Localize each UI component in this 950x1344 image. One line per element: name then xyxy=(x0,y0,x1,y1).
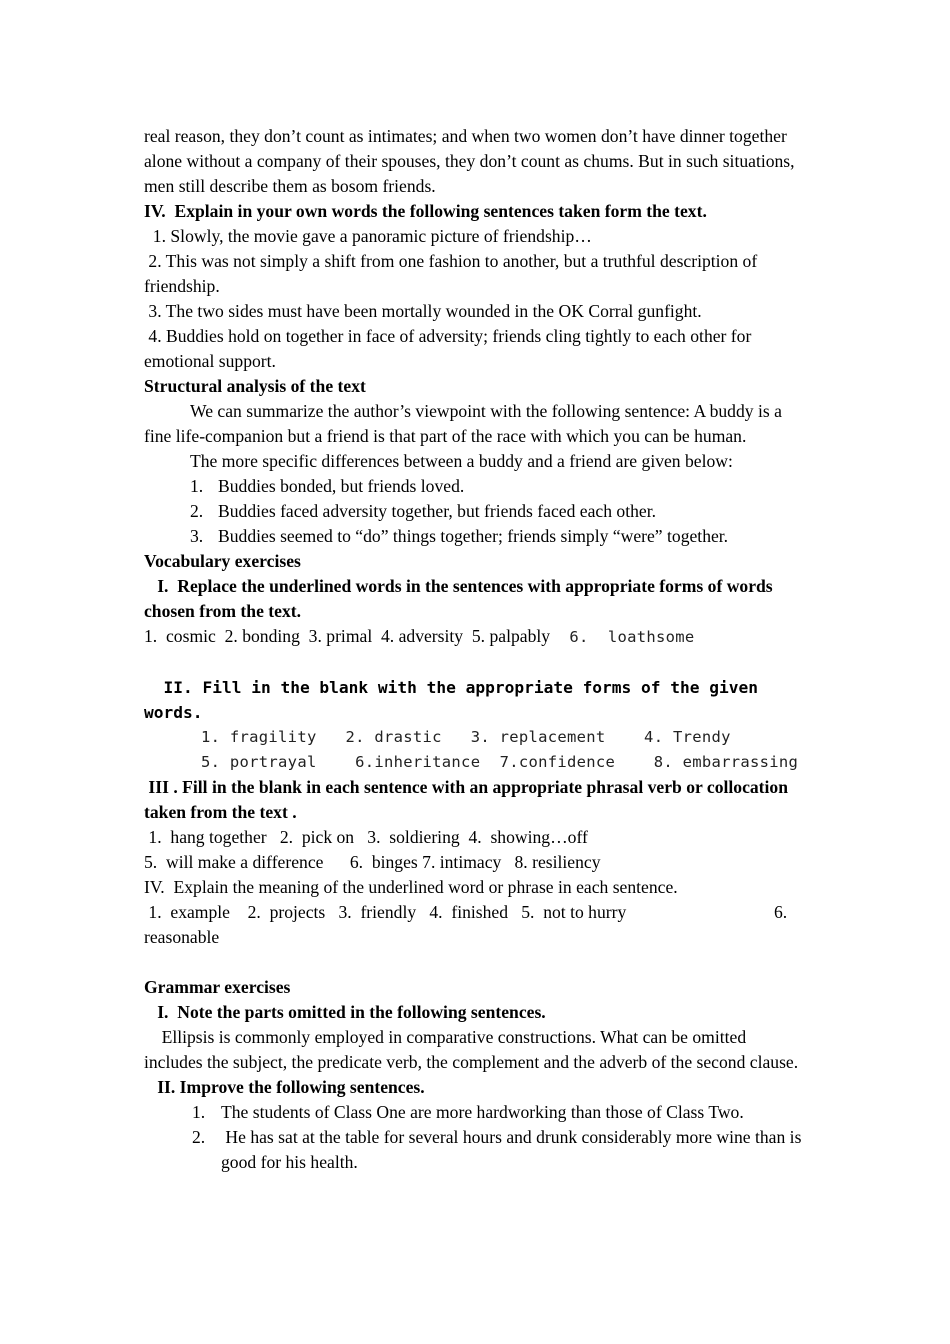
document-page xyxy=(144,124,809,1175)
structural-heading: Structural analysis of the text xyxy=(144,376,366,396)
vocab-ex1-answers: 1. cosmic 2. bonding 3. primal 4. adversity 5. palpably 6. loathsome xyxy=(144,626,695,646)
vocab-ex3-line-1: 1. hang together 2. pick on 3. soldiering 4. showing…off xyxy=(144,827,588,847)
section-iv-item-3: 3. The two sides must have been mortally wounded in the OK Corral gunfight. xyxy=(144,301,702,321)
vocab-ex2-line-2: 5. portrayal 6.inheritance 7.confidence 8. embarrassing xyxy=(201,753,799,771)
vocab-ex4-line-1: 1. example 2. projects 3. friendly 4. finished 5. not to hurry 6. xyxy=(144,902,788,922)
grammar-ex2-heading: II. Improve the following sentences. xyxy=(144,1077,425,1097)
list-item: 2. Buddies faced adversity together, but friends faced each other. xyxy=(190,501,656,521)
vocab-ex4-heading: IV. Explain the meaning of the underlined word or phrase in each sentence. xyxy=(144,877,678,897)
vocab-ex3-line-2: 5. will make a difference 6. binges 7. intimacy 8. resiliency xyxy=(144,852,601,872)
structural-list xyxy=(144,474,809,549)
grammar-heading: Grammar exercises xyxy=(144,977,291,997)
grammar-ex1-paragraph: Ellipsis is commonly employed in comparative constructions. What can be omitted includes the subject, the predicate verb, the complement and the adverb of the second clause. xyxy=(144,1027,799,1072)
vocabulary-heading: Vocabulary exercises xyxy=(144,551,301,571)
section-iv-item-4: 4. Buddies hold on together in face of adversity; friends cling tightly to each other for emotional support. xyxy=(144,326,756,371)
structural-paragraph-2: The more specific differences between a buddy and a friend are given below: xyxy=(190,451,733,471)
intro-paragraph: real reason, they don’t count as intimates; and when two women don’t have dinner together alone without a company of their spouses, they don’t count as chums. But in such situations, men still describe them as bosom friends. xyxy=(144,126,795,196)
vocab-ex2-line-1: 1. fragility 2. drastic 3. replacement 4. Trendy xyxy=(201,728,731,746)
list-item: 3. Buddies seemed to “do” things together; friends simply “were” together. xyxy=(190,526,729,546)
vocab-ex4-line-2: reasonable xyxy=(144,927,220,947)
section-iv-heading: IV. Explain in your own words the following sentences taken form the text. xyxy=(144,201,707,221)
vocab-ex3-heading: III . Fill in the blank in each sentence with an appropriate phrasal verb or collocation taken from the text . xyxy=(144,777,793,822)
list-item: 1. Buddies bonded, but friends loved. xyxy=(190,476,465,496)
structural-paragraph-1: We can summarize the author’s viewpoint with the following sentence: A buddy is a fine life-companion but a friend is that part of the race with which you can be human. xyxy=(144,401,782,446)
section-iv-item-1: 1. Slowly, the movie gave a panoramic picture of friendship… xyxy=(144,226,592,246)
list-item: 1. The students of Class One are more hardworking than those of Class Two. xyxy=(192,1102,744,1122)
list-item: 2. He has sat at the table for several hours and drunk considerably more wine than is good for his health. xyxy=(192,1127,806,1172)
grammar-ex2-list xyxy=(144,1100,809,1175)
section-iv-item-2: 2. This was not simply a shift from one fashion to another, but a truthful description of friendship. xyxy=(144,251,762,296)
vocab-ex2-heading: II. Fill in the blank with the appropriate forms of the given words. xyxy=(144,678,768,722)
vocab-ex1-heading: I. Replace the underlined words in the sentences with appropriate forms of words chosen from the text. xyxy=(144,576,778,621)
grammar-ex1-heading: I. Note the parts omitted in the following sentences. xyxy=(144,1002,546,1022)
